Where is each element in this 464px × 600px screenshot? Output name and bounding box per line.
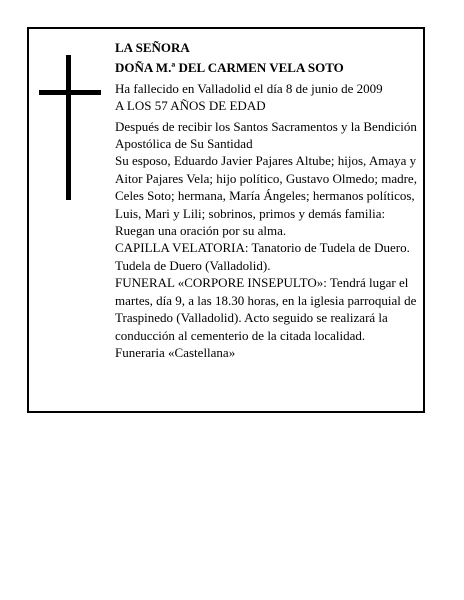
cross-icon <box>39 55 101 200</box>
age-line: A LOS 57 AÑOS DE EDAD <box>115 98 266 114</box>
prayer-request: Ruegan una oración por su alma. <box>115 223 287 239</box>
family-list: Su esposo, Eduardo Javier Pajares Altube; hijos, Amaya y Aitor Pajares Vela; hijo político, Gustavo Olmedo; madre, Celes Soto; hermana, María Ángeles; hermanos políticos, Luis, Mari y Lili; sobrinos, primos y demás familia: <box>115 153 417 221</box>
sacraments-line: Después de recibir los Santos Sacramentos y la Bendición Apostólica de Su Santidad <box>115 118 417 152</box>
chapel-info: CAPILLA VELATORIA: Tanatorio de Tudela de Duero. Tudela de Duero (Valladolid). <box>115 240 410 273</box>
notice-text <box>115 39 421 361</box>
cross-vertical-bar <box>66 55 71 200</box>
funeral-home: Funeraria «Castellana» <box>115 344 236 360</box>
title-line-1: LA SEÑORA <box>115 40 190 55</box>
death-announcement: Ha fallecido en Valladolid el día 8 de junio de 2009 <box>115 80 383 96</box>
funeral-info: FUNERAL «CORPORE INSEPULTO»: Tendrá lugar el martes, día 9, a las 18.30 horas, en la iglesia parroquial de Traspinedo (Valladolid). Acto seguido se realizará la conducción al cementerio de la citada localidad. <box>115 275 417 343</box>
obituary-notice <box>27 27 425 413</box>
deceased-name: DOÑA M.ª DEL CARMEN VELA SOTO <box>115 60 344 76</box>
cross-horizontal-bar <box>39 90 101 95</box>
